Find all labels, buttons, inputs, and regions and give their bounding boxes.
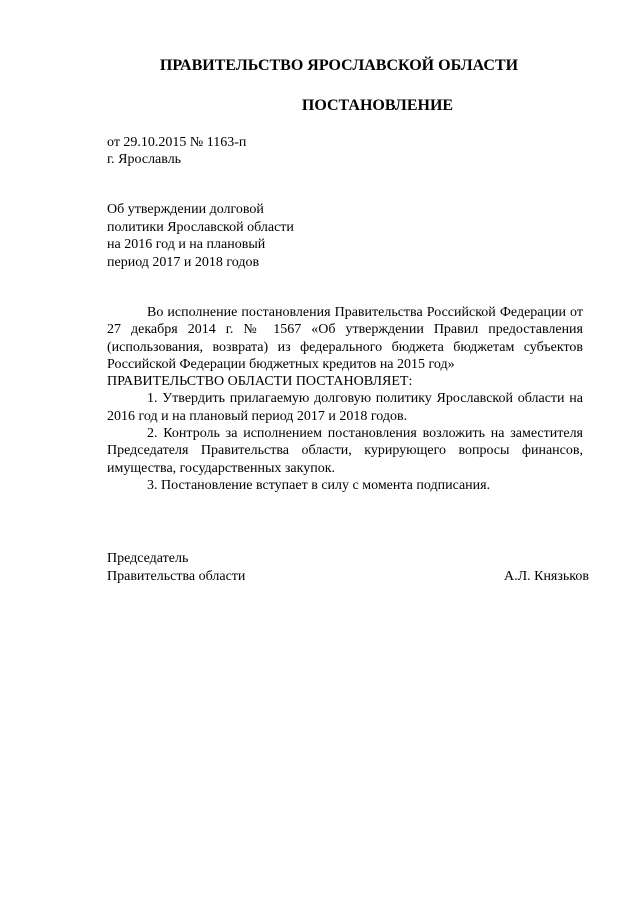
signature-block xyxy=(107,550,589,585)
city: г. Ярославль xyxy=(107,152,182,167)
document-type-title: ПОСТАНОВЛЕНИЕ xyxy=(301,97,454,114)
signer-position-line2: Правительства области xyxy=(107,568,246,584)
document-body xyxy=(107,304,583,494)
clause-paragraph: 2. Контроль за исполнением постановления возложить на заместителя Председателя Правительства области, курирующего вопросы финансов, имущества, государственных закупок. xyxy=(107,426,583,476)
subject-line: на 2016 год и на плановый xyxy=(107,237,266,252)
authority-title: ПРАВИТЕЛЬСТВО ЯРОСЛАВСКОЙ ОБЛАСТИ xyxy=(159,57,519,74)
preamble-paragraph: Во исполнение постановления Правительства Российской Федерации от 27 декабря 2014 г. № 1567 «Об утверждении Правил предоставления (использования, возврата) из федерального бюджета бюджетам субъектов Российской Федерации бюджетных кредитов на 2015 год» xyxy=(107,305,583,372)
signature-row xyxy=(107,568,589,586)
signer-position-line1: Председатель xyxy=(107,551,189,566)
clause-paragraph: 1. Утвердить прилагаемую долговую политику Ярославской области на 2016 год и на плановый период 2017 и 2018 годов. xyxy=(107,391,583,424)
document-meta xyxy=(107,134,246,168)
date-number: от 29.10.2015 № 1163-п xyxy=(107,135,247,150)
document-subject xyxy=(107,201,294,271)
clause-paragraph: 3. Постановление вступает в силу с момента подписания. xyxy=(147,477,491,493)
subject-line: период 2017 и 2018 годов xyxy=(107,254,260,270)
signer-name: А.Л. Князьков xyxy=(504,568,589,584)
decree-phrase: ПРАВИТЕЛЬСТВО ОБЛАСТИ ПОСТАНОВЛЯЕТ: xyxy=(107,374,413,390)
subject-line: Об утверждении долговой xyxy=(107,202,264,217)
subject-line: политики Ярославской области xyxy=(107,219,294,235)
